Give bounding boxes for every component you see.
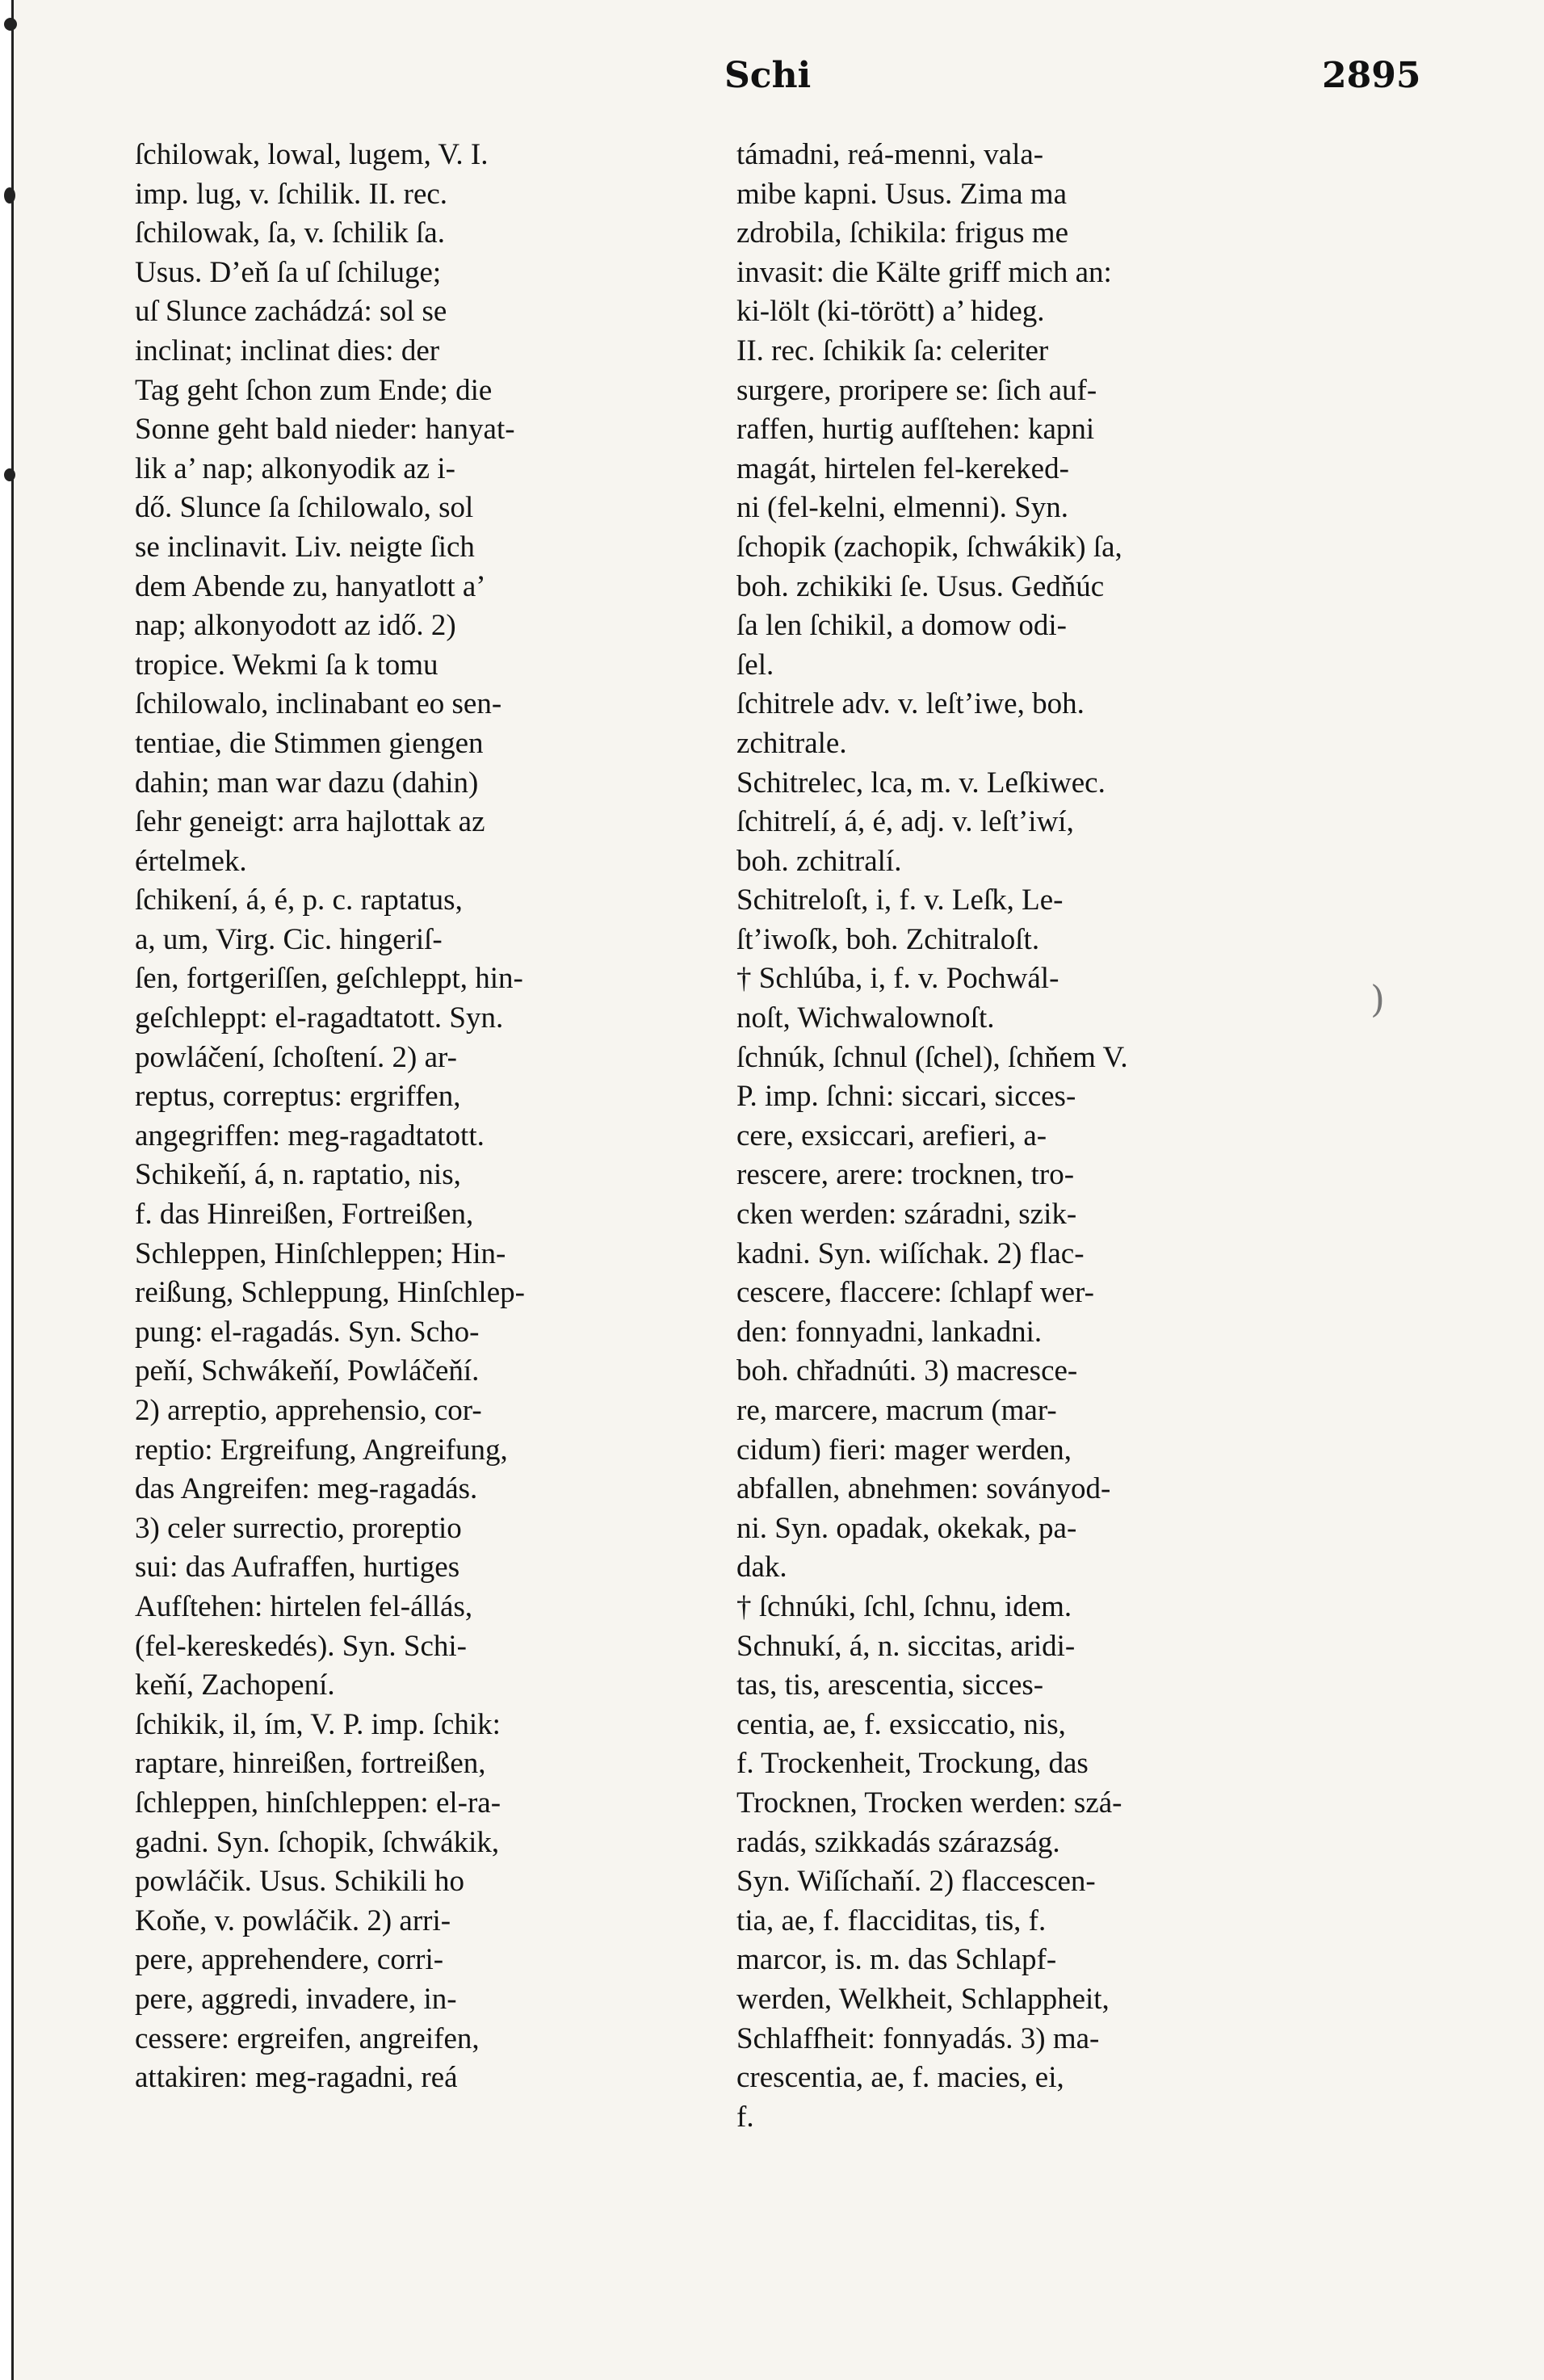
text-line: imp. lug, v. ſchilik. II. rec.	[135, 177, 448, 211]
ink-spot	[4, 18, 17, 31]
page-number: 2895	[1322, 55, 1421, 96]
text-line: lik a’ nap; alkonyodik az i-	[135, 451, 455, 485]
text-line: surgere, proripere se: ſich auf-	[736, 373, 1097, 407]
text-line: re, marcere, macrum (mar-	[736, 1394, 1057, 1427]
text-line: boh. chřadnúti. 3) macresce-	[736, 1354, 1078, 1388]
text-line: (fel-kereskedés). Syn. Schi-	[135, 1629, 467, 1663]
text-line: werden, Welkheit, Schlappheit,	[736, 1982, 1110, 2016]
text-line: ſel.	[736, 648, 774, 682]
text-line: ſt’iwoſk, boh. Zchitraloſt.	[736, 922, 1040, 956]
text-line: radás, szikkadás szárazság.	[736, 1825, 1060, 1859]
text-line: ſa len ſchikil, a domow odi-	[736, 609, 1067, 643]
text-line: tentiae, die Stimmen giengen	[135, 726, 484, 760]
text-line: cere, exsiccari, arefieri, a-	[736, 1119, 1047, 1152]
text-line: attakiren: meg-ragadni, reá	[135, 2061, 458, 2095]
text-line: Sonne geht bald nieder: hanyat-	[135, 413, 515, 447]
text-line: tas, tis, arescentia, sicces-	[736, 1669, 1044, 1702]
text-line: invasit: die Kälte griff mich an:	[736, 255, 1112, 289]
text-line: boh. zchitralí.	[736, 844, 902, 878]
text-line: Syn. Wiſíchaňí. 2) flaccescen-	[736, 1865, 1096, 1899]
text-line: Schlaffheit: fonnyadás. 3) ma-	[736, 2021, 1100, 2055]
text-line: das Angreifen: meg-ragadás.	[135, 1472, 478, 1506]
text-line: kadni. Syn. wiſíchak. 2) flac-	[736, 1236, 1085, 1270]
text-line: mibe kapni. Usus. Zima ma	[736, 177, 1067, 211]
text-line: támadni, reá-menni, vala-	[736, 138, 1044, 171]
text-line: inclinat; inclinat dies: der	[135, 334, 440, 367]
running-head: Schi	[724, 55, 812, 96]
text-line: pere, aggredi, invadere, in-	[135, 1982, 457, 2016]
text-line: nap; alkonyodott az idő. 2)	[135, 609, 456, 643]
right-column	[736, 136, 1336, 2137]
text-line: pere, apprehendere, corri-	[135, 1943, 444, 1977]
text-line: Schleppen, Hinſchleppen; Hin-	[135, 1236, 506, 1270]
text-line: den: fonnyadni, lankadni.	[736, 1315, 1043, 1349]
text-line: a, um, Virg. Cic. hingeriſ-	[135, 922, 443, 956]
text-line: cken werden: száradni, szik-	[736, 1198, 1077, 1232]
text-line: cessere: ergreifen, angreifen,	[135, 2021, 480, 2055]
margin-mark: )	[1370, 977, 1385, 1021]
left-column	[135, 136, 708, 2098]
ink-spot	[4, 187, 15, 204]
text-line: Schitreloſt, i, f. v. Leſk, Le-	[736, 884, 1064, 917]
text-line: Usus. D’eň ſa uſ ſchiluge;	[135, 255, 442, 289]
text-line: ſchilowak, ſa, v. ſchilik ſa.	[135, 216, 445, 250]
text-line: abfallen, abnehmen: soványod-	[736, 1472, 1111, 1506]
text-line: zdrobila, ſchikila: frigus me	[736, 216, 1068, 250]
text-line: ſchopik (zachopik, ſchwákik) ſa,	[736, 530, 1122, 564]
text-line: cescere, flaccere: ſchlapf wer-	[736, 1276, 1094, 1310]
text-line: crescentia, ae, f. macies, ei,	[736, 2061, 1064, 2095]
text-line: reptus, correptus: ergriffen,	[135, 1080, 461, 1114]
text-line: keňí, Zachopení.	[135, 1669, 335, 1702]
text-line: Schikeňí, á, n. raptatio, nis,	[135, 1158, 461, 1192]
text-line: geſchleppt: el-ragadtatott. Syn.	[135, 1001, 504, 1035]
text-line: reptio: Ergreifung, Angreifung,	[135, 1433, 508, 1467]
text-line: angegriffen: meg-ragadtatott.	[135, 1119, 485, 1152]
text-line: dahin; man war dazu (dahin)	[135, 766, 479, 800]
text-line: rescere, arere: trocknen, tro-	[736, 1158, 1075, 1192]
text-line: powláčik. Usus. Schikili ho	[135, 1865, 465, 1899]
text-line: powláčení, ſchoſtení. 2) ar-	[135, 1040, 457, 1074]
text-line: reißung, Schleppung, Hinſchlep-	[135, 1276, 525, 1310]
text-line: noſt, Wichwalownoſt.	[736, 1001, 995, 1035]
text-line: ſehr geneigt: arra hajlottak az	[135, 805, 485, 839]
text-line: f.	[736, 2100, 754, 2134]
text-line: centia, ae, f. exsiccatio, nis,	[736, 1707, 1066, 1741]
text-line: peňí, Schwákeňí, Powláčeňí.	[135, 1354, 480, 1388]
text-line: f. das Hinreißen, Fortreißen,	[135, 1198, 474, 1232]
text-line: ki-lölt (ki-törött) a’ hideg.	[736, 295, 1045, 329]
text-line: Schitrelec, lca, m. v. Leſkiwec.	[736, 766, 1106, 800]
text-line: raptare, hinreißen, fortreißen,	[135, 1747, 486, 1781]
text-line: Koňe, v. powláčik. 2) arri-	[135, 1904, 451, 1937]
text-line: ſchitrelí, á, é, adj. v. leſt’iwí,	[736, 805, 1074, 839]
text-line: ſchikik, il, ím, V. P. imp. ſchik:	[135, 1707, 501, 1741]
text-line: Trocknen, Trocken werden: szá-	[736, 1786, 1122, 1820]
text-line: dak.	[736, 1551, 787, 1585]
text-line: ſchitrele adv. v. leſt’iwe, boh.	[736, 687, 1085, 721]
text-line: ſchikení, á, é, p. c. raptatus,	[135, 884, 463, 917]
dictionary-page	[11, 0, 1544, 2380]
text-line: ſen, fortgeriſſen, geſchleppt, hin-	[135, 962, 523, 996]
text-line: ni (fel-kelni, elmenni). Syn.	[736, 491, 1069, 525]
text-line: ſchilowalo, inclinabant eo sen-	[135, 687, 502, 721]
text-line: marcor, is. m. das Schlapf-	[736, 1943, 1057, 1977]
text-line: P. imp. ſchni: siccari, sicces-	[736, 1080, 1076, 1114]
text-line: értelmek.	[135, 844, 247, 878]
text-line: 2) arreptio, apprehensio, cor-	[135, 1394, 482, 1427]
text-line: dő. Slunce ſa ſchilowalo, sol	[135, 491, 474, 525]
text-line: zchitrale.	[736, 726, 847, 760]
text-line: Aufſtehen: hirtelen fel-állás,	[135, 1589, 473, 1623]
text-line: raffen, hurtig aufſtehen: kapni	[736, 413, 1095, 447]
text-line: magát, hirtelen fel-kereked-	[736, 451, 1069, 485]
text-line: ſchilowak, lowal, lugem, V. I.	[135, 138, 489, 171]
text-line: cidum) fieri: mager werden,	[736, 1433, 1072, 1467]
text-line: Schnukí, á, n. siccitas, aridi-	[736, 1629, 1076, 1663]
text-line: ſchnúk, ſchnul (ſchel), ſchňem V.	[736, 1040, 1128, 1074]
text-line: tia, ae, f. flacciditas, tis, f.	[736, 1904, 1047, 1937]
text-line: † ſchnúki, ſchl, ſchnu, idem.	[736, 1589, 1072, 1623]
text-line: dem Abende zu, hanyatlott a’	[135, 569, 486, 603]
text-line: 3) celer surrectio, proreptio	[135, 1511, 462, 1545]
text-line: tropice. Wekmi ſa k tomu	[135, 648, 438, 682]
text-line: ſchleppen, hinſchleppen: el-ra-	[135, 1786, 501, 1820]
text-line: f. Trockenheit, Trockung, das	[736, 1747, 1089, 1781]
text-line: boh. zchikiki ſe. Usus. Gedňúc	[736, 569, 1105, 603]
text-line: sui: das Aufraffen, hurtiges	[135, 1551, 460, 1585]
ink-spot	[4, 468, 15, 481]
text-line: uſ Slunce zachádzá: sol se	[135, 295, 447, 329]
text-line: ni. Syn. opadak, okekak, pa-	[736, 1511, 1077, 1545]
text-line: pung: el-ragadás. Syn. Scho-	[135, 1315, 480, 1349]
text-line: II. rec. ſchikik ſa: celeriter	[736, 334, 1049, 367]
text-line: † Schlúba, i, f. v. Pochwál-	[736, 962, 1059, 996]
text-line: Tag geht ſchon zum Ende; die	[135, 373, 493, 407]
text-line: gadni. Syn. ſchopik, ſchwákik,	[135, 1825, 500, 1859]
text-line: se inclinavit. Liv. neigte ſich	[135, 530, 475, 564]
